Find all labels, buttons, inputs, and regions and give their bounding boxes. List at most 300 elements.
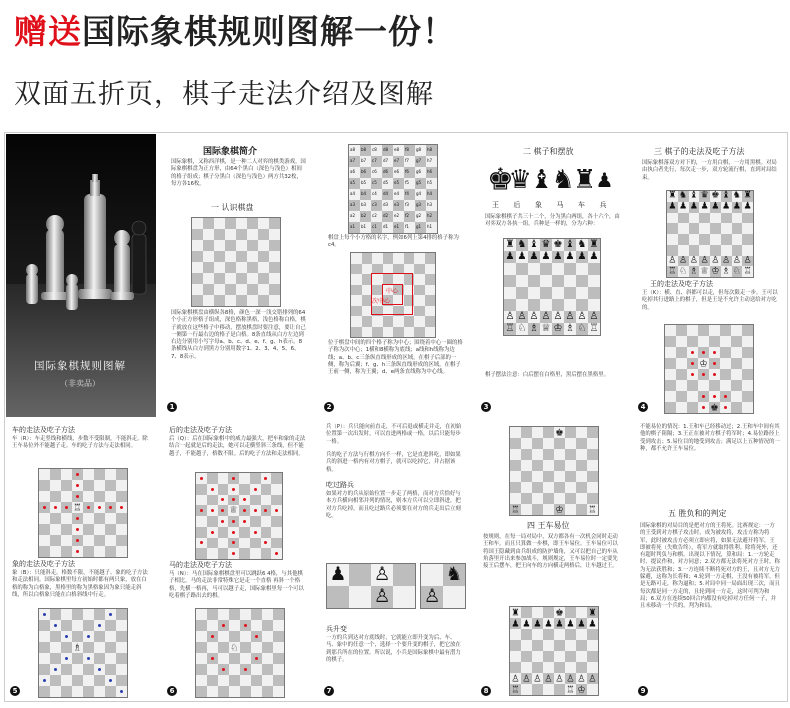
board-square — [349, 178, 360, 189]
board-square — [362, 306, 373, 317]
board-square — [554, 618, 565, 629]
board-square — [207, 516, 218, 527]
board-square — [576, 251, 588, 263]
board-square — [415, 200, 426, 211]
board-square — [225, 295, 236, 306]
move-marker — [109, 679, 112, 682]
board-square — [196, 495, 207, 506]
board-square — [532, 504, 543, 515]
board-square — [565, 651, 576, 662]
board-square — [207, 675, 218, 686]
board-square — [116, 609, 127, 620]
board-square — [228, 527, 239, 538]
move-marker — [120, 690, 123, 693]
board-square — [415, 156, 426, 167]
board-square — [116, 664, 127, 675]
board-square — [532, 662, 543, 673]
board-square — [83, 631, 94, 642]
board-square — [271, 538, 282, 549]
board-square — [39, 480, 50, 491]
board-square — [83, 480, 94, 491]
move-marker — [211, 509, 214, 512]
board-square — [261, 516, 272, 527]
black-bishop-icon: ♝ — [689, 191, 698, 201]
square-name: b8 — [361, 147, 367, 152]
black-pawn-icon: ♟ — [700, 201, 709, 212]
board-square — [383, 264, 394, 275]
board-square — [698, 369, 709, 380]
board-square — [349, 586, 371, 608]
board-square — [709, 380, 720, 391]
board-square — [576, 482, 587, 493]
board-square — [552, 239, 564, 251]
board-square — [510, 651, 521, 662]
board-square — [689, 223, 700, 234]
board-square — [587, 673, 598, 684]
board-square — [105, 664, 116, 675]
board-square — [351, 306, 362, 317]
black-rook-icon: ♜ — [743, 191, 752, 201]
board-square — [540, 323, 552, 335]
page-number: 4 — [638, 402, 648, 412]
board-square — [393, 211, 404, 222]
board-square — [251, 642, 262, 653]
board-square — [709, 402, 720, 413]
board-square — [372, 274, 383, 285]
square-name: e2 — [394, 213, 400, 218]
board-square — [521, 493, 532, 504]
board-square — [105, 480, 116, 491]
promotion-text: 一方的兵到达对方底线时，它就能立即升变为后、车、马、象中的任意一个，选择一个要升变的棋子，把它放在到那兵所在的位置。所以说，小兵是国际象棋中最有潜力的棋子。 — [326, 635, 461, 663]
board-square — [667, 234, 678, 245]
board-square — [552, 275, 564, 287]
white-pawn-icon: ♙ — [668, 255, 677, 266]
white-rook-icon: ♖ — [566, 684, 575, 695]
board-square — [240, 653, 251, 664]
board-square — [414, 306, 425, 317]
board-square — [362, 285, 373, 296]
board-square — [521, 618, 532, 629]
board-square — [83, 546, 94, 557]
black-pawn-icon: ♟ — [668, 201, 677, 212]
board-square — [258, 284, 269, 295]
move-marker — [691, 351, 694, 354]
board-square — [564, 323, 576, 335]
board-square — [72, 653, 83, 664]
board-square — [271, 495, 282, 506]
board-square — [382, 178, 393, 189]
black-pawn-icon: ♟ — [743, 201, 752, 212]
square-name: f1 — [405, 224, 409, 229]
board-square — [710, 256, 721, 267]
board-square — [72, 502, 83, 513]
square-name: h7 — [427, 158, 433, 163]
move-marker — [222, 624, 225, 627]
board-square — [404, 222, 415, 233]
board-square — [116, 686, 127, 697]
move-marker — [211, 635, 214, 638]
rook-moves-subtitle: 车的走法及吃子方法 — [12, 426, 75, 434]
board-square — [203, 262, 214, 273]
white-bishop-icon: ♗ — [722, 266, 731, 277]
board-square — [532, 607, 543, 618]
board-square — [239, 548, 250, 559]
board-square — [742, 223, 753, 234]
center-board — [350, 252, 436, 338]
board-square — [543, 662, 554, 673]
board-square — [207, 653, 218, 664]
board-square — [521, 438, 532, 449]
board-square — [554, 438, 565, 449]
board-square — [236, 262, 247, 273]
board-square — [528, 311, 540, 323]
white-pawn-icon: ♙ — [711, 255, 720, 266]
board-square — [543, 684, 554, 695]
white-pawn-icon: ♙ — [722, 255, 731, 266]
board-square — [698, 380, 709, 391]
board-square — [192, 273, 203, 284]
board-square — [587, 449, 598, 460]
board-square — [192, 229, 203, 240]
board-square — [565, 640, 576, 651]
board-square — [251, 653, 262, 664]
board-square — [61, 524, 72, 535]
black-pawn-icon: ♟ — [511, 618, 520, 629]
panel-intro-title: 国际象棋简介 — [203, 147, 258, 157]
board-square — [72, 513, 83, 524]
white-pawn-icon: ♙ — [533, 673, 542, 684]
board-square — [349, 211, 360, 222]
move-marker — [275, 552, 278, 555]
white-knight-icon: ♘ — [230, 642, 239, 653]
move-marker — [211, 488, 214, 491]
square-name: c6 — [372, 169, 377, 174]
castling-board-2 — [509, 606, 599, 696]
board-square — [247, 295, 258, 306]
board-square — [504, 323, 516, 335]
board-square — [576, 618, 587, 629]
move-marker — [243, 520, 246, 523]
board-square — [351, 253, 362, 264]
board-square — [203, 229, 214, 240]
en-passant-text: 如果对方的兵从原始位置一步走了两格，而对方兵恰好与本方兵横向相邻并列的情况，则本方兵可以立即斜进，把对方兵吃掉，而且吃过路兵必须要在对方的兵走出后立刻吃。 — [326, 491, 461, 519]
black-pawn-icon: ♟ — [589, 251, 599, 262]
board-square — [510, 493, 521, 504]
white-rook-icon: ♖ — [589, 323, 599, 334]
board-square — [251, 675, 262, 686]
board-square — [261, 505, 272, 516]
board-square — [510, 629, 521, 640]
square-name: d3 — [383, 202, 389, 207]
board-square — [269, 229, 280, 240]
square-name: e1 — [394, 224, 400, 229]
square-name: a8 — [350, 147, 355, 152]
black-pawn-icon: ♟ — [505, 251, 515, 262]
brochure-sheet — [4, 132, 788, 702]
board-square — [510, 438, 521, 449]
board-square — [39, 642, 50, 653]
square-name: b1 — [361, 224, 367, 229]
board-square — [699, 213, 710, 224]
move-marker — [243, 498, 246, 501]
board-square — [261, 495, 272, 506]
board-square — [543, 607, 554, 618]
board-square — [196, 527, 207, 538]
board-square — [543, 493, 554, 504]
board-square — [105, 546, 116, 557]
board-square — [262, 653, 273, 664]
board-square — [50, 686, 61, 697]
board-square — [61, 502, 72, 513]
board-square — [72, 620, 83, 631]
board-square — [61, 469, 72, 480]
board-square — [39, 653, 50, 664]
white-pawn-icon: ♙ — [589, 311, 599, 322]
board-square — [382, 189, 393, 200]
page-subtitle: 双面五折页，棋子走法介绍及图解 — [14, 79, 434, 110]
board-square — [105, 642, 116, 653]
board-square — [552, 299, 564, 311]
piece-names — [487, 200, 617, 210]
board-square — [425, 295, 436, 306]
piece-lineup — [487, 162, 617, 198]
board-square — [214, 251, 225, 262]
board-square — [516, 239, 528, 251]
board-square — [349, 189, 360, 200]
board-square — [258, 240, 269, 251]
black-pawn-icon: ♟ — [529, 251, 539, 262]
board-square — [588, 239, 600, 251]
board-square — [273, 653, 284, 664]
board-square — [687, 336, 698, 347]
title-highlight: 赠送 — [14, 12, 82, 51]
board-square — [576, 662, 587, 673]
board-square — [250, 484, 261, 495]
board-square — [667, 266, 678, 277]
board-square — [732, 223, 743, 234]
board-square — [721, 245, 732, 256]
board-square — [39, 546, 50, 557]
board-square — [360, 167, 371, 178]
board-square — [676, 325, 687, 336]
board-square — [425, 327, 436, 338]
board-square — [207, 527, 218, 538]
board-square — [250, 516, 261, 527]
square-name: b7 — [361, 158, 367, 163]
board-square — [415, 211, 426, 222]
square-name: g2 — [416, 213, 422, 218]
board-square — [250, 527, 261, 538]
board-square — [116, 620, 127, 631]
board-square — [240, 642, 251, 653]
board-square — [192, 251, 203, 262]
board-square — [521, 427, 532, 438]
white-queen-icon: ♕ — [700, 266, 709, 277]
square-name: h1 — [427, 224, 433, 229]
move-marker — [232, 498, 235, 501]
board-square — [269, 251, 280, 262]
board-square — [665, 380, 676, 391]
move-marker — [43, 506, 46, 509]
white-pawn-icon: ♙ — [577, 311, 587, 322]
board-square — [371, 145, 382, 156]
board-square — [554, 629, 565, 640]
board-square — [510, 449, 521, 460]
board-square — [742, 358, 753, 369]
board-square — [540, 299, 552, 311]
square-name: a2 — [350, 213, 355, 218]
panel-pieces-title: 二 棋子和摆放 — [523, 147, 574, 156]
board-square — [393, 327, 404, 338]
board-square — [214, 229, 225, 240]
board-square — [588, 311, 600, 323]
board-square — [351, 316, 362, 327]
black-king-icon: ♚ — [555, 607, 564, 618]
board-square — [552, 251, 564, 263]
square-name: h6 — [427, 169, 433, 174]
board-square — [689, 202, 700, 213]
board-square — [532, 438, 543, 449]
board-square — [393, 564, 415, 586]
board-square — [404, 167, 415, 178]
board-square — [218, 620, 229, 631]
board-square — [404, 285, 415, 296]
board-square — [543, 673, 554, 684]
board-square — [225, 251, 236, 262]
board-square — [382, 145, 393, 156]
move-marker — [275, 509, 278, 512]
square-name: d1 — [383, 224, 389, 229]
board-square — [203, 218, 214, 229]
promotion-diagram-board — [420, 563, 466, 609]
board-square — [576, 460, 587, 471]
board-square — [709, 358, 720, 369]
board-square — [192, 240, 203, 251]
board-square — [426, 167, 437, 178]
white-pawn-icon: ♙ — [517, 311, 527, 322]
piece-name-label: 后 — [513, 201, 521, 209]
board-square — [258, 295, 269, 306]
board-square — [564, 239, 576, 251]
move-marker — [65, 506, 68, 509]
opening-board — [666, 190, 754, 278]
square-name: c1 — [372, 224, 377, 229]
board-square — [116, 642, 127, 653]
black-knight-icon: ♞ — [551, 165, 575, 195]
board-square — [678, 202, 689, 213]
board-square — [528, 299, 540, 311]
board-square — [207, 664, 218, 675]
board-square — [678, 213, 689, 224]
board-square — [710, 223, 721, 234]
board-square — [360, 200, 371, 211]
board-square — [360, 211, 371, 222]
board-square — [225, 273, 236, 284]
board-square — [105, 675, 116, 686]
square-name: d8 — [383, 147, 389, 152]
board-square — [105, 513, 116, 524]
square-name: a6 — [350, 169, 355, 174]
board-square — [699, 256, 710, 267]
board-square — [404, 145, 415, 156]
board-square — [271, 548, 282, 559]
board-square — [393, 200, 404, 211]
board-square — [207, 538, 218, 549]
page-number: 9 — [638, 686, 648, 696]
move-marker — [221, 509, 224, 512]
board-square — [587, 427, 598, 438]
white-bishop-icon: ♗ — [565, 323, 575, 334]
board-square — [262, 664, 273, 675]
board-square — [258, 273, 269, 284]
square-name: d5 — [383, 180, 389, 185]
board-square — [382, 200, 393, 211]
board-square — [271, 505, 282, 516]
board-square — [554, 493, 565, 504]
board-square — [371, 156, 382, 167]
square-name: h5 — [427, 180, 433, 185]
black-rook-icon: ♜ — [573, 165, 597, 195]
board-square — [576, 449, 587, 460]
board-square — [371, 564, 393, 586]
board-square — [83, 609, 94, 620]
board-square — [687, 369, 698, 380]
white-pawn-icon: ♙ — [505, 311, 515, 322]
board-square — [742, 266, 753, 277]
piece-name-label: 马 — [556, 201, 564, 209]
board-square — [39, 469, 50, 480]
board-square — [426, 178, 437, 189]
board-square — [273, 620, 284, 631]
board-square — [94, 469, 105, 480]
board-square — [521, 504, 532, 515]
board-square — [564, 287, 576, 299]
board-square — [510, 471, 521, 482]
board-square — [665, 369, 676, 380]
board-square — [72, 609, 83, 620]
board-square — [687, 402, 698, 413]
board-square — [554, 673, 565, 684]
board-square — [236, 218, 247, 229]
board-square — [742, 202, 753, 213]
move-marker — [264, 477, 267, 480]
board-square — [225, 284, 236, 295]
board-square — [576, 311, 588, 323]
board-square — [349, 167, 360, 178]
move-marker — [264, 541, 267, 544]
board-square — [532, 684, 543, 695]
board-square — [576, 629, 587, 640]
panel-castling — [477, 420, 627, 700]
board-square — [543, 629, 554, 640]
board-square — [721, 234, 732, 245]
board-square — [105, 631, 116, 642]
board-square — [393, 253, 404, 264]
board-square — [250, 505, 261, 516]
board-square — [732, 266, 743, 277]
board-square — [383, 285, 394, 296]
bishop-moves-board — [38, 608, 128, 698]
board-square — [543, 449, 554, 460]
results-title: 五 胜负和的判定 — [668, 509, 727, 518]
board-square — [269, 262, 280, 273]
board-square — [720, 325, 731, 336]
board-square — [521, 460, 532, 471]
board-square — [742, 325, 753, 336]
board-square — [528, 287, 540, 299]
board-square — [676, 369, 687, 380]
board-square — [587, 607, 598, 618]
